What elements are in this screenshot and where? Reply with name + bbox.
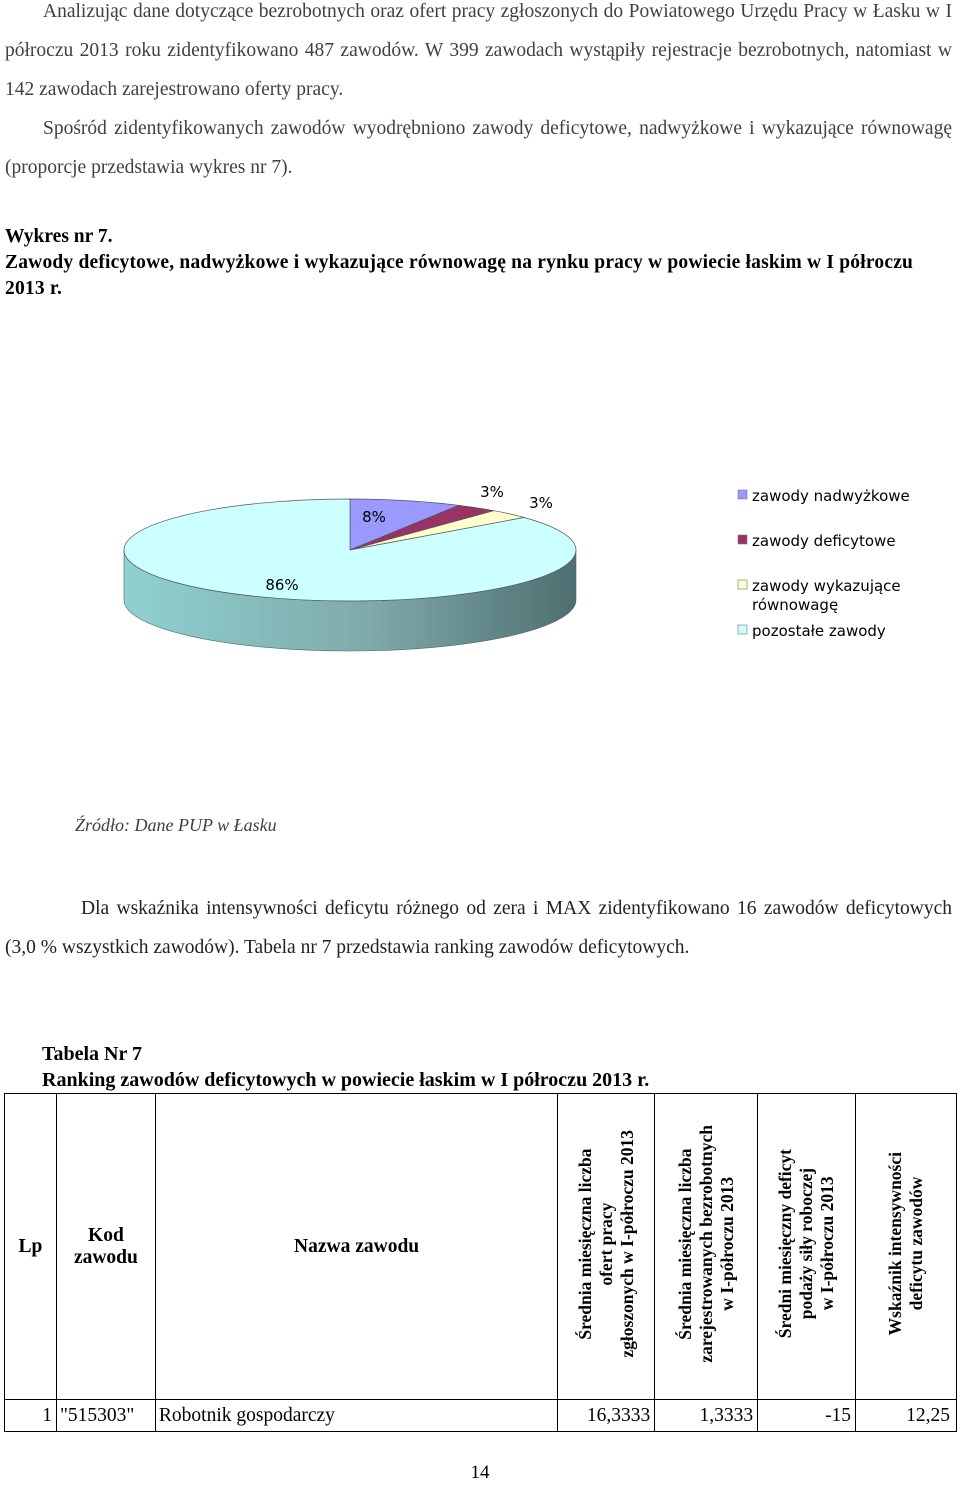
header-wskaznik-text: Wskaźnik intensywności deficytu zawodów xyxy=(885,1151,927,1336)
legend-swatch-2 xyxy=(738,535,747,544)
cell-oferty: 16,3333 xyxy=(558,1400,655,1432)
header-oferty-text: Średnia miesięczna liczba ofert pracy zgłoszonych w I-półroczu 2013 xyxy=(574,1129,637,1358)
cell-lp: 1 xyxy=(5,1400,57,1432)
ranking-table xyxy=(4,1093,957,1432)
chart-legend xyxy=(738,487,910,640)
pie-label-4: 86% xyxy=(265,576,299,594)
header-deficyt xyxy=(758,1094,856,1400)
cell-deficyt: -15 xyxy=(758,1400,856,1432)
pie-chart xyxy=(0,470,960,670)
pie-label-3: 3% xyxy=(529,494,553,512)
header-oferty xyxy=(558,1094,655,1400)
legend-swatch-1 xyxy=(738,490,747,499)
legend-label-3: zawody wykazujące równowagę xyxy=(752,577,901,614)
table-row xyxy=(5,1400,957,1432)
legend-swatch-4 xyxy=(738,625,747,634)
page-number: 14 xyxy=(470,1462,490,1483)
legend-label-1: zawody nadwyżkowe xyxy=(752,487,910,505)
cell-bezrobotni: 1,3333 xyxy=(655,1400,758,1432)
header-bezrobotni-text: Średnia miesięczna liczba zarejestrowanych bezrobotnych w I-półroczu 2013 xyxy=(674,1124,737,1363)
header-wskaznik xyxy=(856,1094,957,1400)
chart-title-number: Wykres nr 7. xyxy=(5,226,113,247)
pie-slices xyxy=(124,499,576,651)
cell-nazwa: Robotnik gospodarczy xyxy=(155,1400,557,1432)
pie-label-2: 3% xyxy=(480,483,504,501)
header-deficyt-text: Średni miesięczny deficyt podaży siły roboczej w I-półroczu 2013 xyxy=(775,1148,838,1339)
cell-wskaznik: 12,25 xyxy=(856,1400,957,1432)
header-nazwa: Nazwa zawodu xyxy=(155,1094,557,1400)
cell-kod: "515303" xyxy=(56,1400,155,1432)
header-kod xyxy=(56,1094,155,1400)
legend-swatch-3 xyxy=(738,580,747,589)
table-title-number: Tabela Nr 7 xyxy=(42,1043,143,1065)
table-header-row xyxy=(5,1094,957,1400)
header-lp: Lp xyxy=(5,1094,57,1400)
legend-label-2: zawody deficytowe xyxy=(752,532,896,550)
table-title-text: Ranking zawodów deficytowych w powiecie łaskim w I półroczu 2013 r. xyxy=(42,1069,650,1091)
header-kod-text: Kod zawodu xyxy=(73,1224,138,1268)
chart-title xyxy=(5,224,955,302)
source-note: Źródło: Dane PUP w Łasku xyxy=(75,815,277,835)
pie-label-1: 8% xyxy=(362,508,386,526)
header-bezrobotni xyxy=(655,1094,758,1400)
chart-title-text: Zawody deficytowe, nadwyżkowe i wykazujące równowagę na rynku pracy w powiecie łaskim w I półroczu 2013 r. xyxy=(5,252,914,299)
intro-paragraph-2: Spośród zidentyfikowanych zawodów wyodrębniono zawody deficytowe, nadwyżkowe i wykazujące równowagę (proporcje przedstawia wykres nr 7). xyxy=(5,118,952,178)
legend-label-4: pozostałe zawody xyxy=(752,622,886,640)
intro-paragraph-1: Analizując dane dotyczące bezrobotnych oraz ofert pracy zgłoszonych do Powiatowego Urzędu Pracy w Łasku w I półroczu 2013 roku zidentyfikowano 487 zawodów. W 399 zawodach wystąpiły rejestracje bezrobotnych, natomiast w 142 zawodach zarejestrowano oferty pracy. xyxy=(5,1,952,100)
deficit-paragraph: Dla wskaźnika intensywności deficytu różnego od zera i MAX zidentyfikowano 16 zawodów deficytowych (3,0 % wszystkich zawodów). Tabela nr 7 przedstawia ranking zawodów deficytowych. xyxy=(5,898,952,958)
